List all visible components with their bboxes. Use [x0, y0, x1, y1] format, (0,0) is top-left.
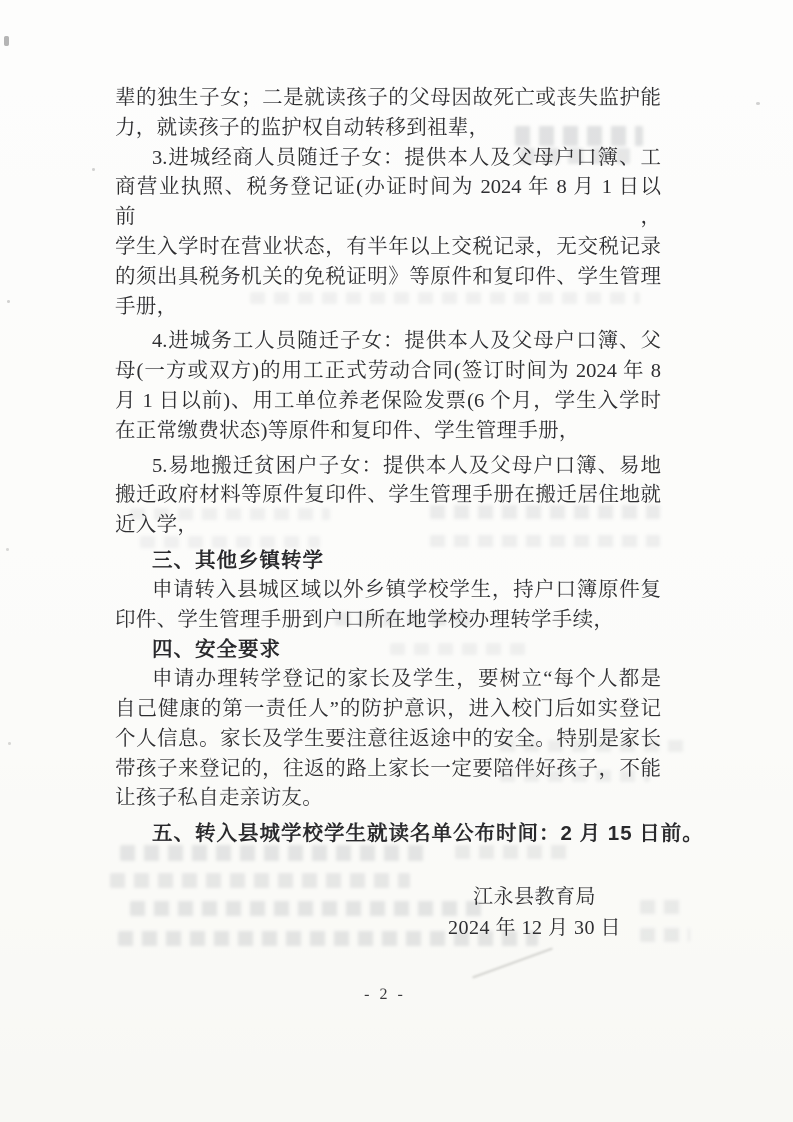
signature-block	[448, 882, 621, 944]
scan-speck	[756, 102, 760, 105]
scan-speck	[6, 548, 9, 551]
text-line: 母(一方或双方)的用工正式劳动合同(签订时间为 2024 年 8	[115, 360, 661, 383]
text-line: 让孩子私自走亲访友。	[115, 787, 323, 810]
scan-artifact	[640, 900, 685, 914]
text-line: 带孩子来登记的，往返的路上家长一定要陪伴好孩子，不能	[115, 757, 661, 780]
scan-artifact	[110, 873, 410, 888]
signature-date: 2024 年 12 月 30 日	[448, 917, 621, 939]
text-line: 在正常缴费状态)等原件和复印件、学生管理手册，	[115, 419, 580, 442]
text-line: 辈的独生子女；二是就读孩子的父母因故死亡或丧失监护能	[115, 87, 661, 109]
scan-artifact	[640, 928, 690, 942]
scan-artifact	[130, 901, 490, 916]
text-line: 学生入学时在营业状态，有半年以上交税记录，无交税记录	[115, 235, 661, 258]
text-line: 3.进城经商人员随迁子女：提供本人及父母户口簿、工	[152, 146, 661, 169]
text-line: 5.易地搬迁贫困户子女：提供本人及父母户口簿、易地	[152, 454, 661, 477]
page-number: - 2 -	[364, 986, 406, 1003]
text-line: 月 1 日以前)、用工单位养老保险发票(6 个月，学生入学时	[115, 389, 661, 412]
scan-streak	[472, 948, 553, 979]
text-line: 个人信息。家长及学生要注意往返途中的安全。特别是家长	[115, 727, 661, 750]
section-heading-line: 三、其他乡镇转学	[152, 548, 324, 572]
text-line: 商营业执照、税务登记证(办证时间为 2024 年 8 月 1 日以前，	[115, 176, 661, 229]
document-body	[115, 84, 704, 849]
text-line: 印件、学生管理手册到户口所在地学校办理转学手续，	[115, 608, 615, 631]
signature-organization: 江永县教育局	[473, 886, 596, 908]
text-line: 申请转入县城区域以外乡镇学校学生，持户口簿原件复	[152, 578, 661, 601]
text-line: 手册，	[115, 295, 178, 318]
text-line: 搬迁政府材料等原件复印件、学生管理手册在搬迁居住地就	[115, 484, 661, 507]
text-line: 近入学，	[115, 514, 199, 537]
text-line: 4.进城务工人员随迁子女：提供本人及父母户口簿、父	[152, 330, 661, 353]
text-line: 力，就读孩子的监护权自动转移到祖辈，	[115, 116, 490, 139]
text-line: 自己健康的第一责任人”的防护意识，进入校门后如实登记	[115, 697, 661, 720]
scan-speck	[8, 742, 11, 745]
scan-speck	[92, 168, 95, 171]
text-line: 的须出具税务机关的免税证明》等原件和复印件、学生管理	[115, 265, 661, 288]
scan-speck	[7, 300, 10, 303]
section-heading-line: 四、安全要求	[152, 638, 281, 662]
text-line: 申请办理转学登记的家长及学生，要树立“每个人都是	[152, 668, 661, 691]
scan-speck	[4, 36, 9, 46]
section-heading-line: 五、转入县城学校学生就读名单公布时间：2 月 15 日前。	[152, 822, 704, 846]
